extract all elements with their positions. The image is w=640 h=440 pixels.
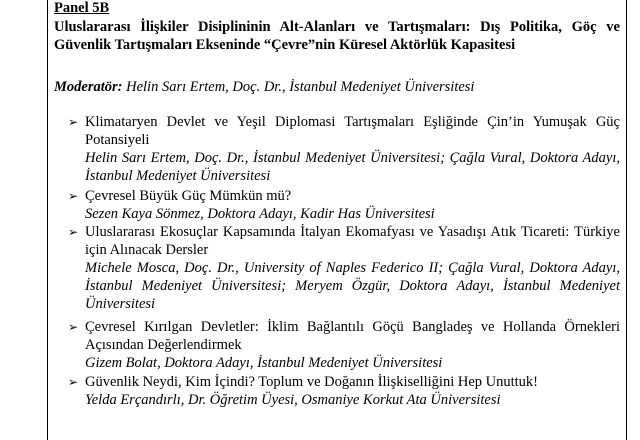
moderator-name: Helin Sarı Ertem, Doç. Dr., İstanbul Medeniyet Üniversitesi xyxy=(122,79,475,95)
talk-title: Çevresel Büyük Güç Mümkün mü? xyxy=(85,188,292,204)
arrow-bullet-icon: ➢ xyxy=(68,225,79,239)
moderator-label: Moderatör: xyxy=(54,79,123,95)
panel-label: Panel 5B xyxy=(54,0,110,16)
arrow-bullet-icon: ➢ xyxy=(68,189,79,203)
moderator-line xyxy=(54,78,620,96)
panel-title: Uluslararası İlişkiler Disiplininin Alt-Alanları ve Tartışmaları: Dış Politika, Göç ve Güvenlik Tartışmaları Ekseninde “Çevre”nin Küresel Aktörlük Kapasitesi xyxy=(54,19,620,53)
talk-authors: Gizem Bolat, Doktora Adayı, İstanbul Medeniyet Üniversitesi xyxy=(85,355,443,371)
talk-authors: Helin Sarı Ertem, Doç. Dr., İstanbul Medeniyet Üniversitesi; Çağla Vural, Doktora Adayı, İstanbul Medeniyet Üniversitesi xyxy=(85,150,620,184)
talk-title: Klimataryen Devlet ve Yeşil Diplomasi Tartışmaları Eşliğinde Çin’in Yumuşak Güç Potansiyeli xyxy=(85,114,620,148)
talk-title: Uluslararası Ekosuçlar Kapsamında İtalyan Ekomafyası ve Yasadışı Atık Ticareti: Türkiye için Alınacak Dersler xyxy=(85,224,620,258)
talk-item xyxy=(68,223,620,313)
talk-title: Çevresel Kırılgan Devletler: İklim Bağlantılı Göçü Bangladeş ve Hollanda Örnekleri Açısından Değerlendirmek xyxy=(85,319,620,353)
arrow-bullet-icon: ➢ xyxy=(68,320,79,334)
talk-item xyxy=(68,113,620,185)
talk-authors: Michele Mosca, Doç. Dr., University of Naples Federico II; Çağla Vural, Doktora Adayı, İstanbul Medeniyet Üniversitesi; Meryem Özgür, Doktora Adayı, İstanbul Medeniyet Üniversitesi xyxy=(85,260,620,312)
talk-item xyxy=(68,318,620,372)
talk-title: Güvenlik Neydi, Kim İçindi? Toplum ve Doğanın İlişkiselliğini Hep Unuttuk! xyxy=(85,374,538,390)
talk-item xyxy=(68,373,620,409)
talk-authors: Yelda Erçandırlı, Dr. Öğretim Üyesi, Osmaniye Korkut Ata Üniversitesi xyxy=(85,392,501,408)
arrow-bullet-icon: ➢ xyxy=(68,375,79,389)
arrow-bullet-icon: ➢ xyxy=(68,115,79,129)
talk-authors: Sezen Kaya Sönmez, Doktora Adayı, Kadir Has Üniversitesi xyxy=(85,206,435,222)
talk-item xyxy=(68,187,620,223)
